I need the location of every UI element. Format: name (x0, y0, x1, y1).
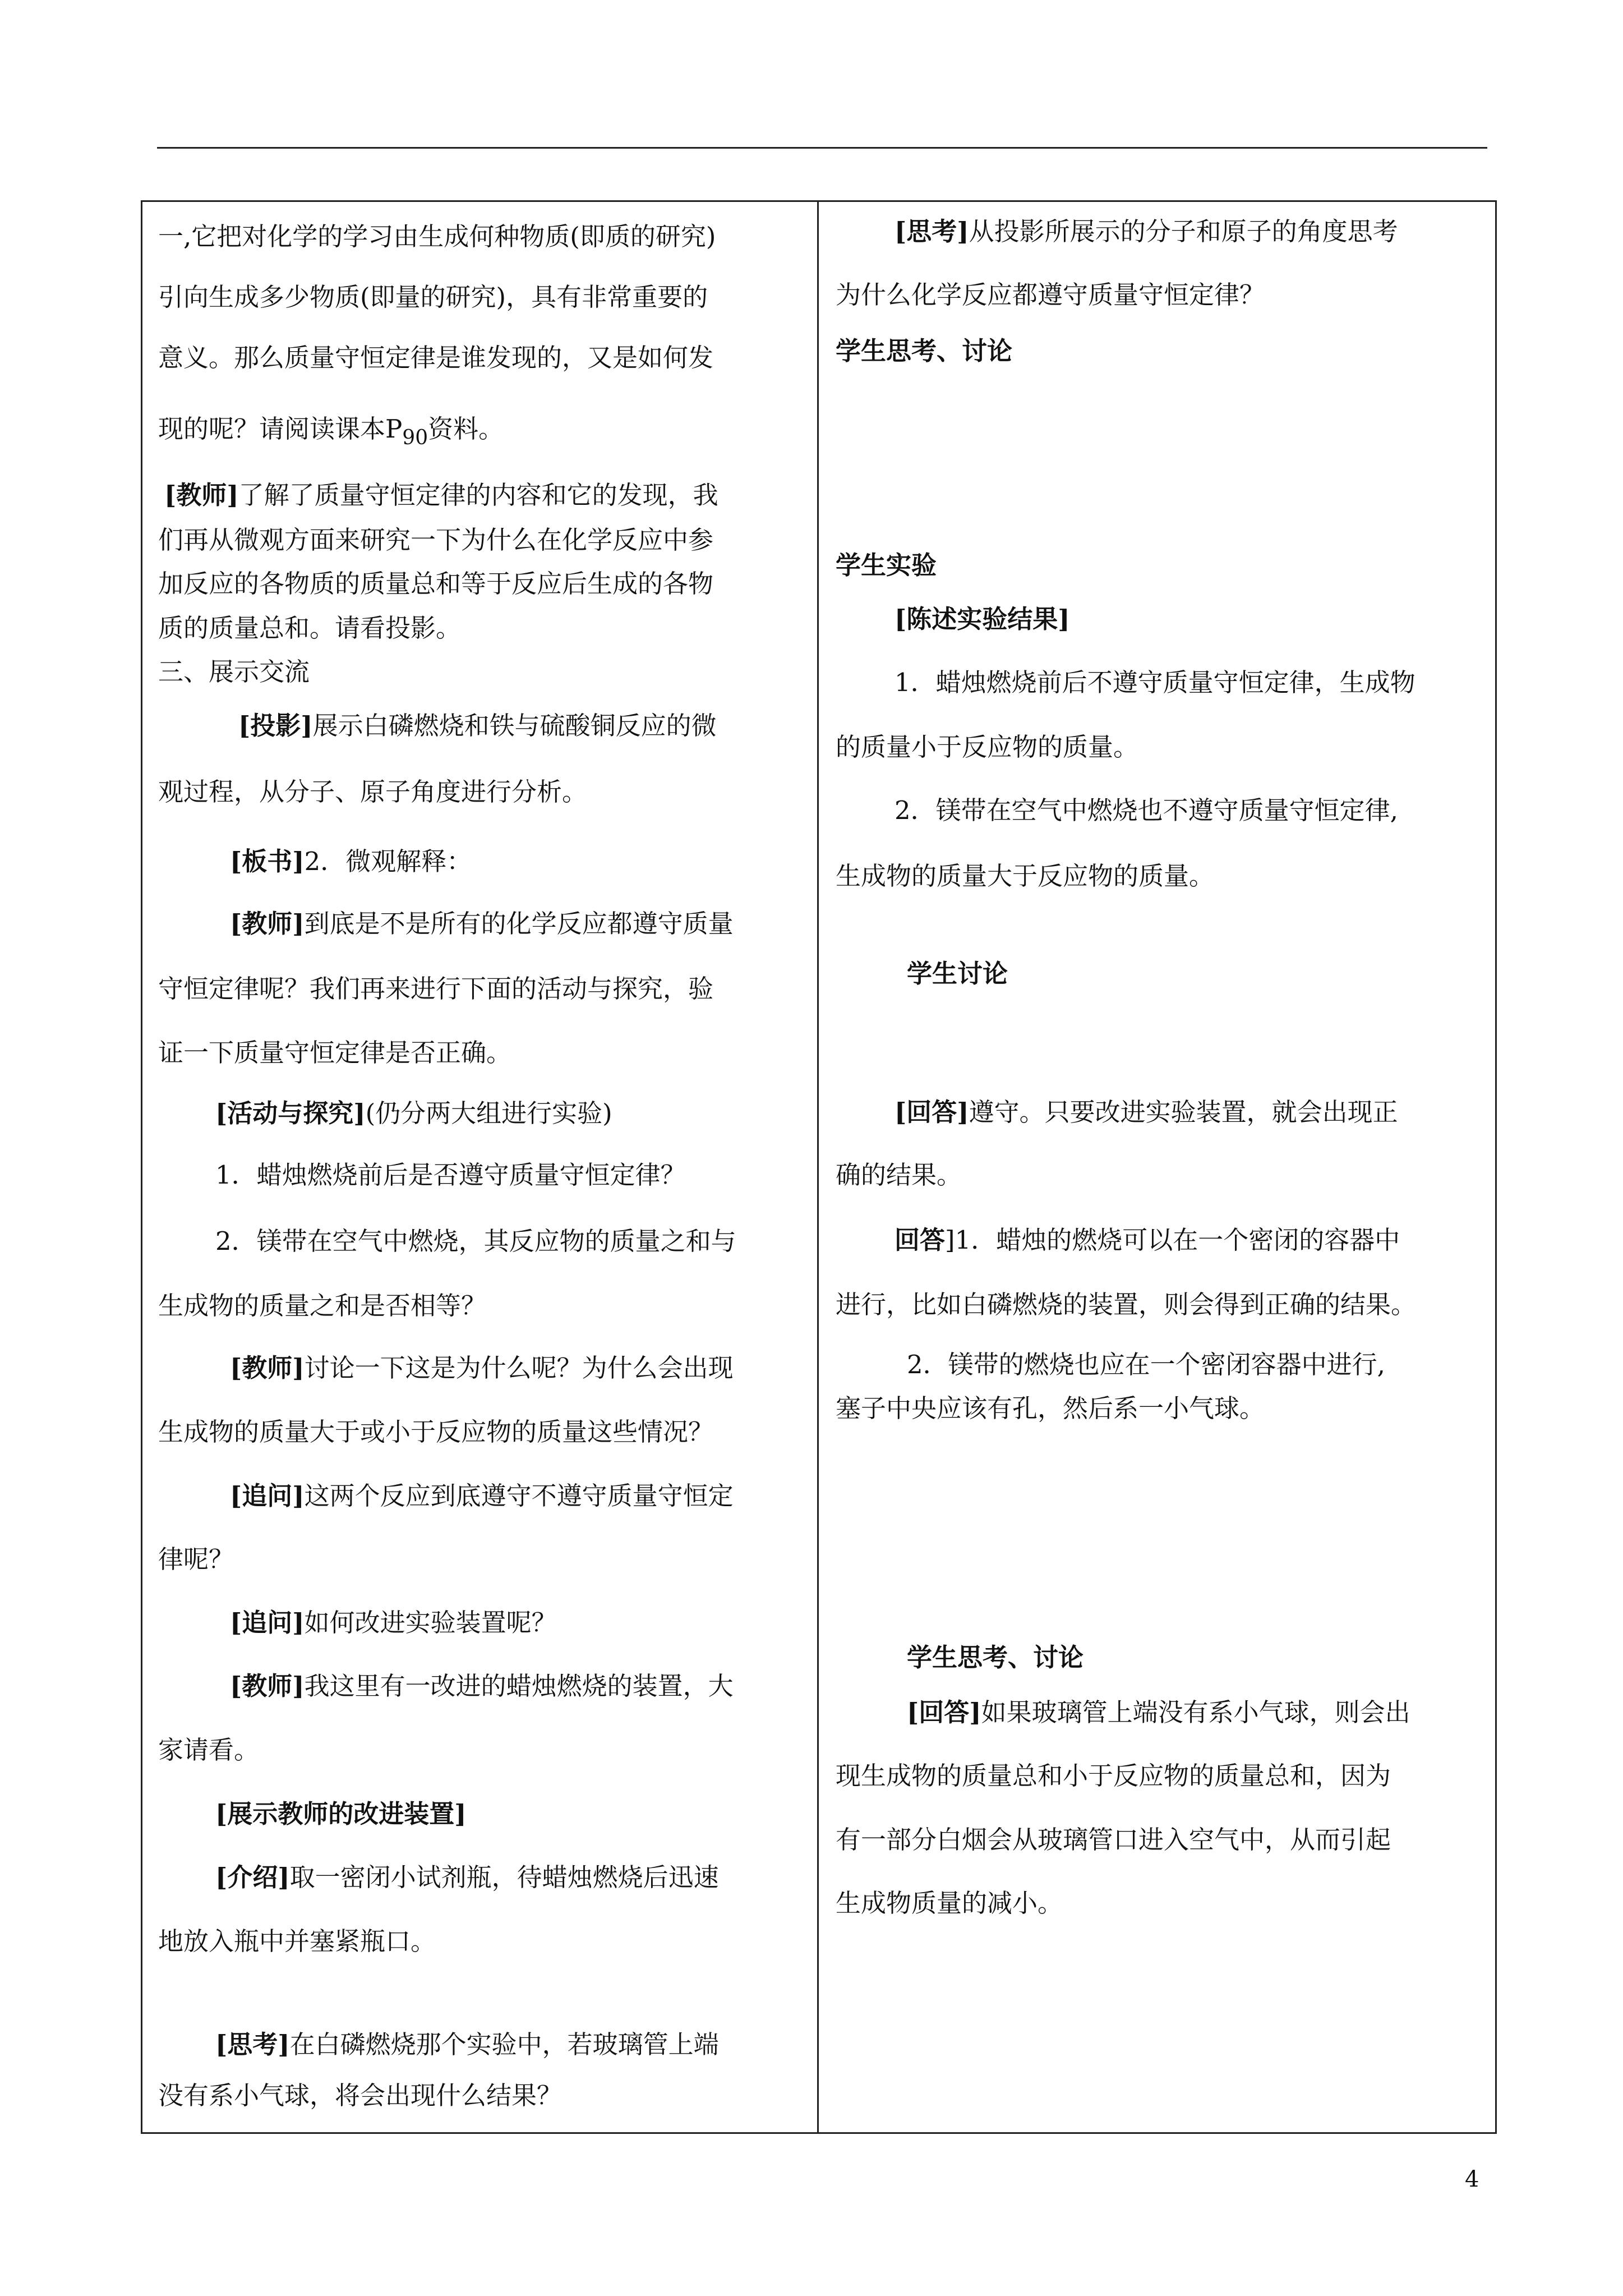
left-line: 律呢？ (158, 1544, 234, 1574)
role-tag: [思考] (895, 217, 969, 246)
right-line: 有一部分白烟会从玻璃管口进入空气中，从而引起 (836, 1825, 1391, 1855)
left-line (158, 412, 504, 455)
header-rule (157, 147, 1487, 149)
right-line: 现生成物的质量总和小于反应物的质量总和，因为 (836, 1761, 1391, 1791)
left-line-text: 展示白磷燃烧和铁与硫酸铜反应的微 (312, 711, 717, 740)
role-tag: [板书] (230, 846, 305, 876)
right-line: 进行，比如白磷燃烧的装置，则会得到正确的结果。 (836, 1290, 1417, 1319)
role-tag: [追问] (230, 1481, 305, 1511)
right-paragraph (907, 1696, 1410, 1729)
right-heading: 学生思考、讨论 (907, 1642, 1084, 1672)
right-line: 确的结果。 (836, 1160, 962, 1190)
left-line-text: 我这里有一改进的蜡烛燃烧的装置，大 (304, 1671, 734, 1701)
left-line: 生成物的质量之和是否相等？ (158, 1291, 487, 1320)
right-line: 2．镁带的燃烧也应在一个密闭容器中进行, (907, 1350, 1385, 1379)
role-tag: [教师] (230, 1671, 305, 1701)
left-line-text: 到底是不是所有的化学反应都遵守质量 (304, 909, 734, 938)
left-paragraph (230, 1669, 734, 1703)
left-paragraph (238, 709, 717, 743)
left-line: 一,它把对化学的学习由生成何种物质(即质的研究) (158, 222, 716, 251)
left-paragraph (215, 2028, 719, 2062)
role-tag: [投影] (238, 711, 313, 740)
right-line: 生成物的质量大于反应物的质量。 (836, 861, 1215, 891)
left-paragraph (164, 478, 718, 512)
left-line: 1．蜡烛燃烧前后是否遵守质量守恒定律？ (215, 1160, 686, 1190)
right-heading: 学生讨论 (907, 959, 1008, 988)
left-line: 意义。那么质量守恒定律是谁发现的，又是如何发 (158, 343, 714, 372)
left-paragraph (215, 1797, 467, 1831)
right-heading: 学生实验 (836, 550, 937, 580)
right-line: 2．镁带在空气中燃烧也不遵守质量守恒定律, (895, 795, 1398, 825)
left-line: 2．镁带在空气中燃烧，其反应物的质量之和与 (215, 1226, 736, 1256)
left-paragraph (215, 1861, 719, 1894)
right-line-text: 遵守。只要改进实验装置，就会出现正 (969, 1097, 1398, 1127)
column-divider (817, 200, 819, 2134)
left-line: 们再从微观方面来研究一下为什么在化学反应中参 (158, 525, 714, 555)
left-line-text: 取一密闭小试剂瓶，待蜡烛燃烧后迅速 (289, 1862, 719, 1892)
left-paragraph (230, 1479, 734, 1513)
section-heading: 三、展示交流 (158, 657, 310, 687)
left-line-text: 了解了质量守恒定律的内容和它的发现，我 (238, 480, 718, 510)
right-line-text: ]1．蜡烛的燃烧可以在一个密闭的容器中 (945, 1225, 1400, 1255)
role-tag: [展示教师的改进装置] (215, 1799, 467, 1829)
left-line-text: 这两个反应到底遵守不遵守质量守恒定 (304, 1481, 734, 1511)
left-line: 加反应的各物质的质量总和等于反应后生成的各物 (158, 569, 714, 599)
right-subheading: [陈述实验结果] (895, 604, 1070, 634)
role-tag: [介绍] (215, 1862, 290, 1892)
left-paragraph (230, 907, 734, 941)
left-line-text: 2．微观解释： (304, 846, 472, 876)
left-line: 守恒定律呢？我们再来进行下面的活动与探究，验 (158, 974, 714, 1004)
left-line-text: 在白磷燃烧那个实验中，若玻璃管上端 (289, 2030, 719, 2059)
role-tag: [教师] (164, 480, 239, 510)
page-ref: P (385, 414, 403, 444)
page-ref-subscript: 90 (402, 426, 428, 449)
role-tag: [追问] (230, 1608, 305, 1637)
role-tag: [回答] (907, 1697, 981, 1727)
role-tag: [教师] (230, 909, 305, 938)
left-line: 引向生成多少物质(即量的研究)，具有非常重要的 (158, 282, 708, 312)
right-line-text: 从投影所展示的分子和原子的角度思考 (969, 217, 1398, 246)
right-line: 塞子中央应该有孔，然后系一小气球。 (836, 1393, 1265, 1423)
left-paragraph (230, 1606, 557, 1640)
right-line: 为什么化学反应都遵守质量守恒定律？ (836, 280, 1265, 310)
left-line: 观过程，从分子、原子角度进行分析。 (158, 777, 588, 807)
left-line: 地放入瓶中并塞紧瓶口。 (158, 1926, 436, 1956)
right-paragraph (895, 1223, 1400, 1257)
right-line: 的质量小于反应物的质量。 (836, 732, 1139, 762)
left-line-text: 现的呢？请阅读课本 (158, 414, 386, 444)
right-paragraph (895, 1096, 1398, 1129)
left-line-text: (仍分两大组进行实验) (365, 1098, 612, 1128)
role-tag: [活动与探究] (215, 1098, 366, 1128)
left-line: 生成物的质量大于或小于反应物的质量这些情况？ (158, 1417, 714, 1447)
role-tag: [回答] (895, 1097, 969, 1127)
role-tag: [思考] (215, 2030, 290, 2059)
left-line-text: 如何改进实验装置呢？ (304, 1608, 557, 1637)
right-line: 生成物质量的减小。 (836, 1888, 1063, 1918)
left-line: 质的质量总和。请看投影。 (158, 613, 462, 643)
role-tag: 回答 (895, 1225, 946, 1255)
left-line-text: 资料。 (428, 414, 504, 444)
right-paragraph (895, 215, 1398, 249)
left-line: 家请看。 (158, 1735, 260, 1765)
role-tag: [教师] (230, 1353, 305, 1383)
left-paragraph (230, 1351, 734, 1385)
left-paragraph (215, 1097, 612, 1130)
page-number: 4 (1465, 2166, 1479, 2192)
right-heading: 学生思考、讨论 (836, 336, 1013, 366)
left-line-text: 讨论一下这是为什么呢？为什么会出现 (304, 1353, 734, 1383)
right-line: 1．蜡烛燃烧前后不遵守质量守恒定律，生成物 (895, 668, 1415, 697)
left-line: 没有系小气球，将会出现什么结果？ (158, 2081, 562, 2110)
left-line: 证一下质量守恒定律是否正确。 (158, 1038, 512, 1068)
right-line-text: 如果玻璃管上端没有系小气球，则会出 (981, 1697, 1410, 1727)
left-paragraph (230, 845, 472, 878)
